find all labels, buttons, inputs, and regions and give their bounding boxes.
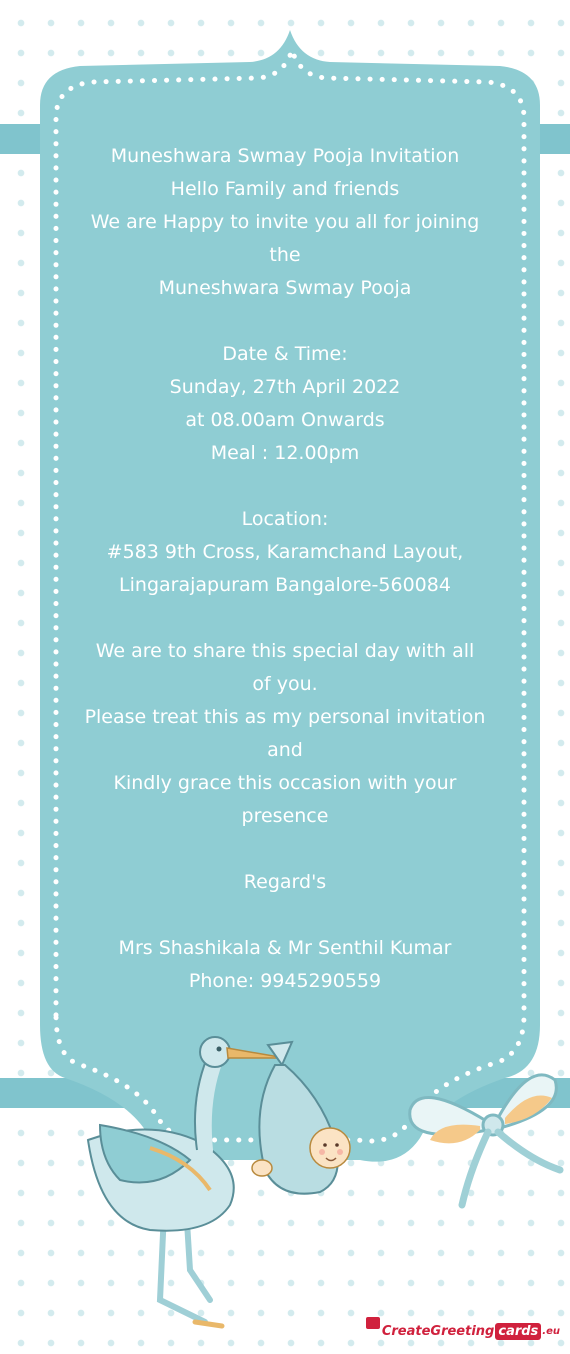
- address-line-1: #583 9th Cross, Karamchand Layout,: [106, 541, 464, 563]
- event-name: Muneshwara Swmay Pooja: [158, 277, 412, 299]
- message-line-2: of you.: [252, 673, 318, 695]
- invite-text-line-2: the: [269, 244, 301, 266]
- datetime-heading: Date & Time:: [222, 343, 348, 365]
- baby-eye-right: [335, 1143, 339, 1147]
- event-time: at 08.00am Onwards: [185, 409, 385, 431]
- stork-head: [200, 1037, 230, 1067]
- logo-wordmark-box: cards: [495, 1323, 541, 1340]
- message-line-6: presence: [241, 805, 329, 827]
- regards-text: Regard's: [243, 871, 327, 893]
- event-date: Sunday, 27th April 2022: [169, 376, 401, 398]
- gift-icon: [366, 1317, 380, 1329]
- createphoto-logo-link[interactable]: [366, 1316, 560, 1346]
- address-line-2: Lingarajapuram Bangalore-560084: [119, 574, 451, 596]
- bow-ribbon-left: [462, 1132, 488, 1205]
- spacer: [52, 899, 518, 932]
- logo-wordmark: CreateGreeting: [381, 1323, 495, 1339]
- baby-cheek-left: [319, 1149, 325, 1155]
- baby-eye-left: [323, 1143, 327, 1147]
- invitation-message: [52, 140, 518, 998]
- greeting-text: Hello Family and friends: [170, 178, 400, 200]
- message-line-4: and: [267, 739, 303, 761]
- stork-eye: [217, 1047, 222, 1052]
- spacer: [52, 305, 518, 338]
- meal-time: Meal : 12.00pm: [210, 442, 360, 464]
- message-line-1: We are to share this special day with all: [95, 640, 475, 662]
- message-line-5: Kindly grace this occasion with your: [113, 772, 457, 794]
- stork-foot: [195, 1322, 222, 1326]
- baby-cheek-right: [337, 1149, 343, 1155]
- logo-domain: .eu: [542, 1325, 560, 1337]
- spacer: [52, 602, 518, 635]
- invitation-title: Muneshwara Swmay Pooja Invitation: [110, 145, 460, 167]
- spacer: [52, 833, 518, 866]
- host-phone: Phone: 9945290559: [188, 970, 382, 992]
- message-line-3: Please treat this as my personal invitation: [84, 706, 486, 728]
- spacer: [52, 470, 518, 503]
- location-heading: Location:: [241, 508, 329, 530]
- baby-face: [310, 1128, 350, 1168]
- host-names: Mrs Shashikala & Mr Senthil Kumar: [118, 937, 452, 959]
- invite-text-line-1: We are Happy to invite you all for joining: [90, 211, 480, 233]
- bow-ribbon-right: [498, 1132, 560, 1170]
- baby-hand: [252, 1160, 272, 1176]
